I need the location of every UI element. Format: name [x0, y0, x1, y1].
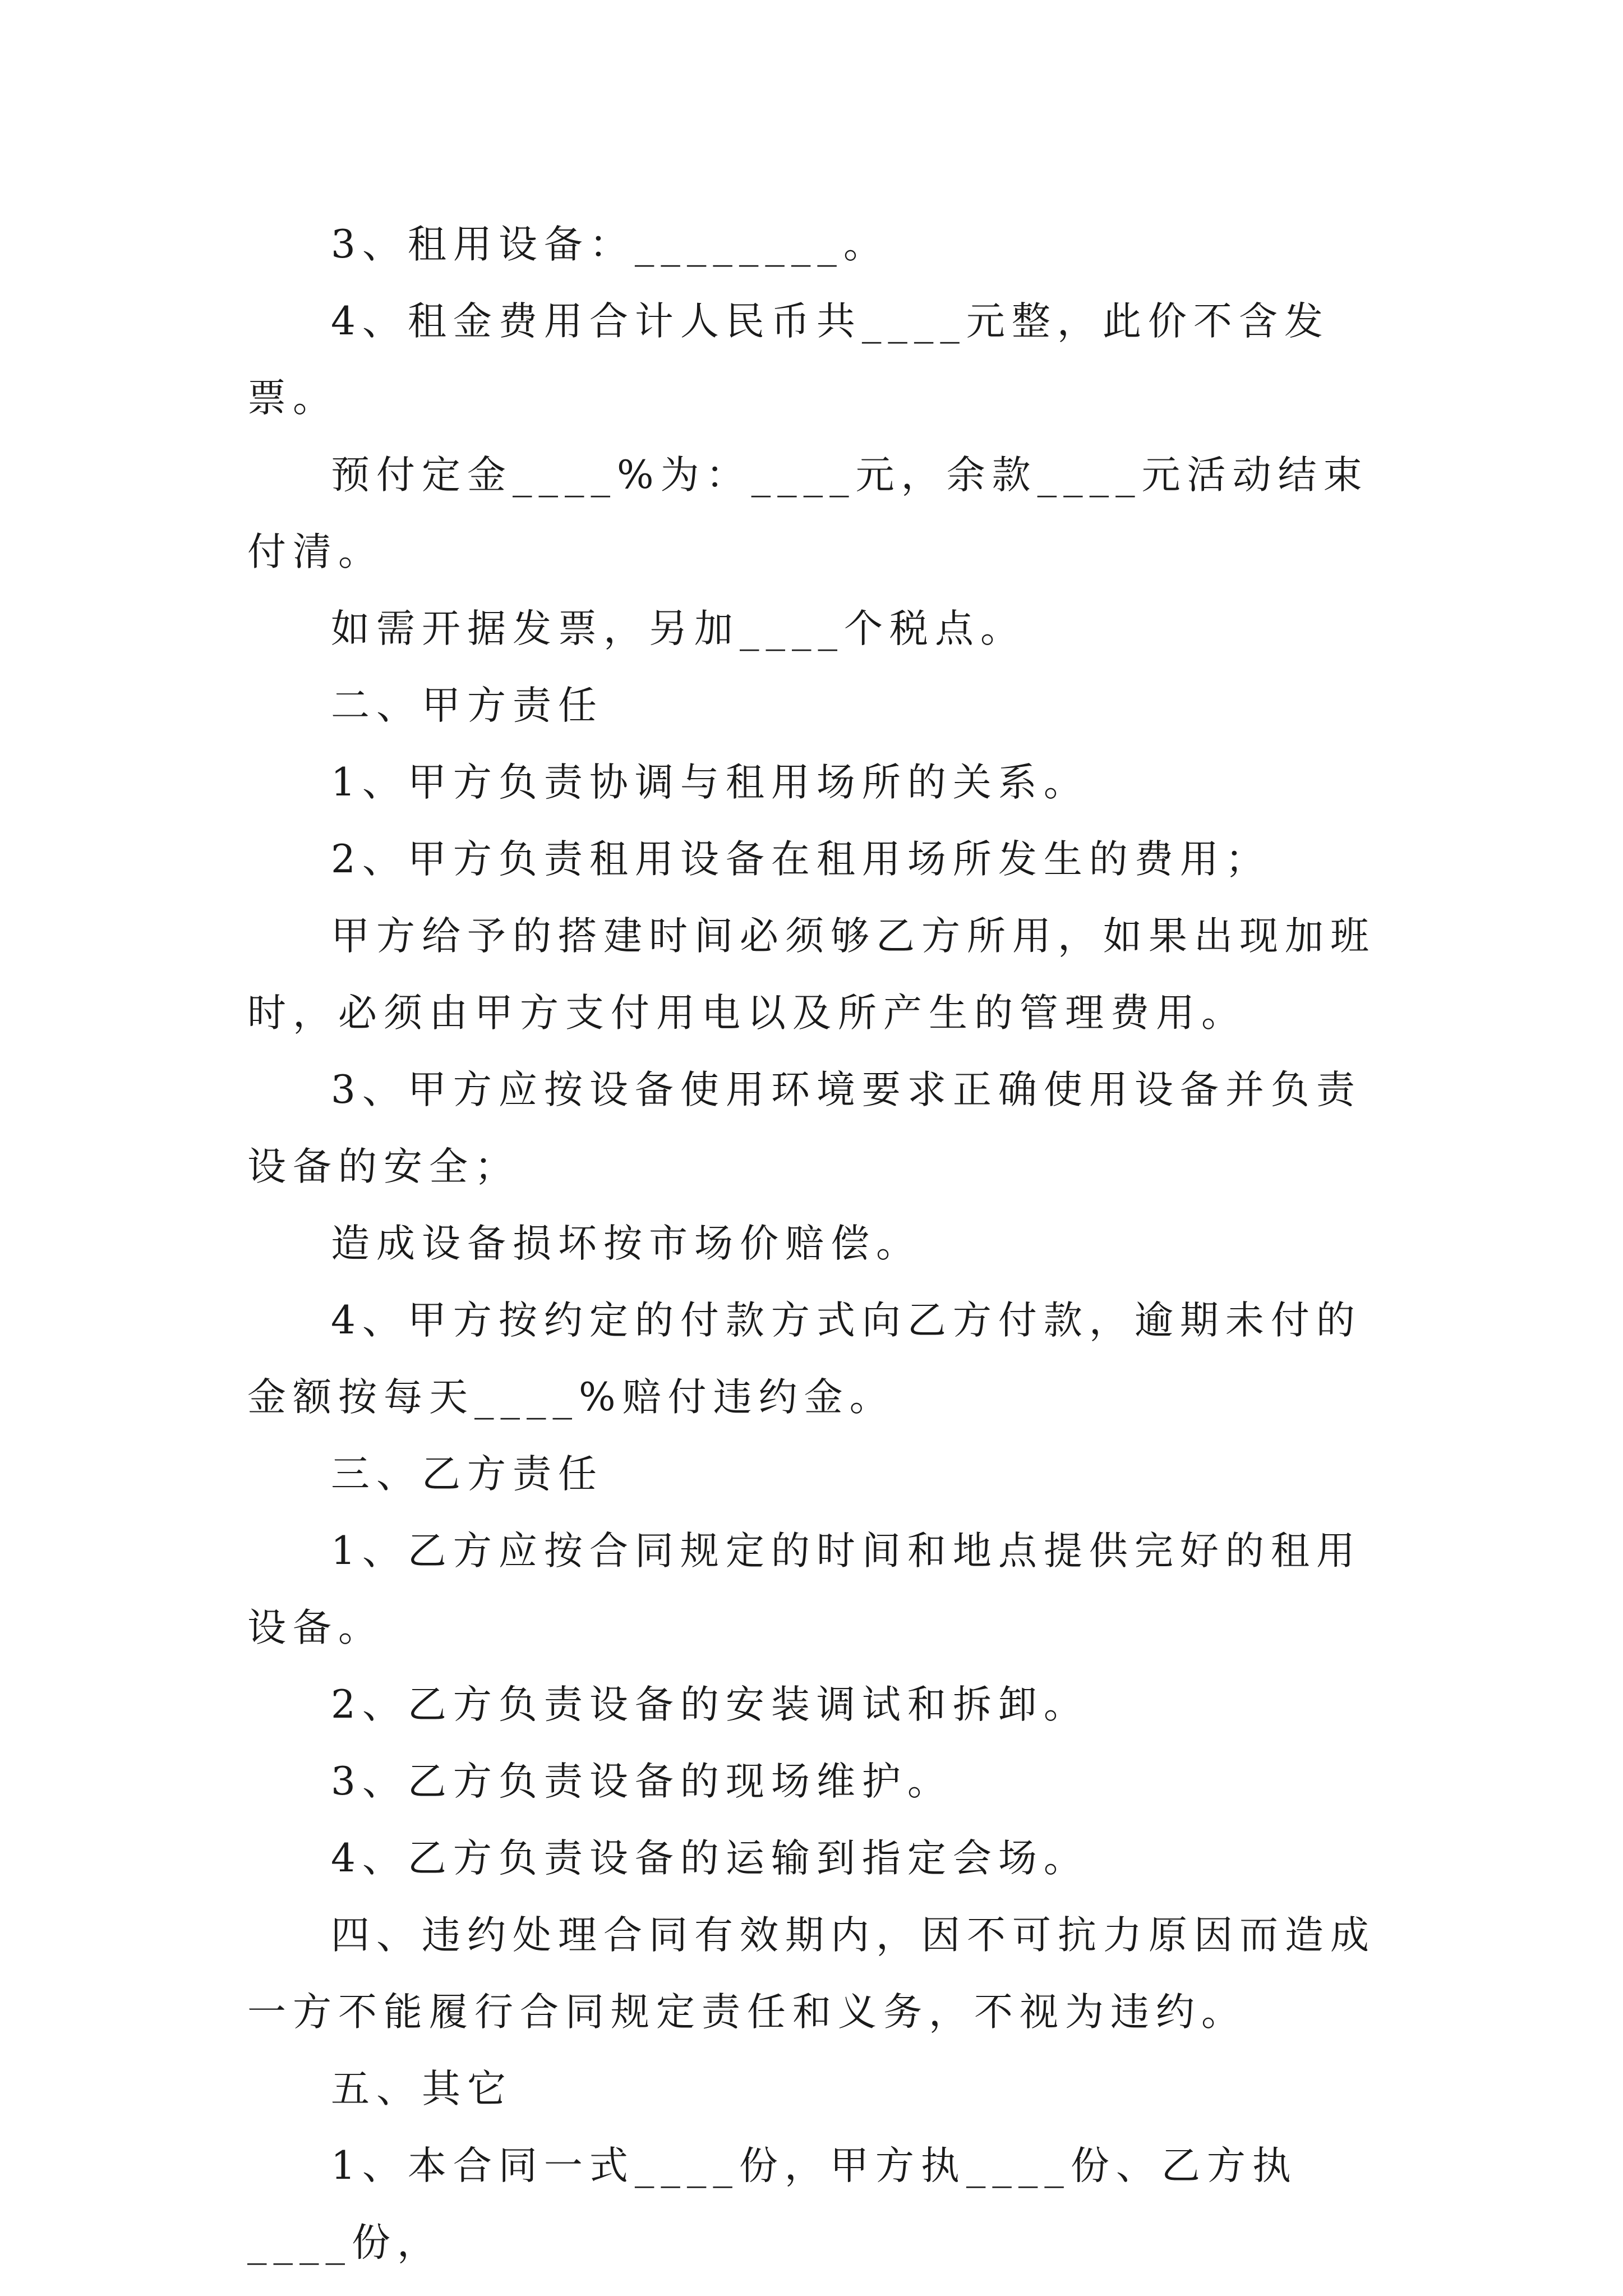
heading-party-b: 三、乙方责任 [331, 1452, 603, 1497]
paragraph-a-2-detail: 甲方给予的搭建时间必须够乙方所用，如果出现加班时，必须由甲方支付用电以及所产生的管理费用。 [247, 914, 1376, 1036]
paragraph-b-4: 4、乙方负责设备的运输到指定会场。 [331, 1836, 1089, 1881]
paragraph-deposit: 预付定金____%为：____元，余款____元活动结束付清。 [247, 453, 1369, 574]
heading-other: 五、其它 [331, 2067, 513, 2111]
paragraph-a-2: 2、甲方负责租用设备在租用场所发生的费用； [331, 837, 1271, 882]
paragraph-invoice: 如需开据发票，另加____个税点。 [331, 606, 1026, 651]
paragraph-breach: 四、违约处理合同有效期内，因不可抗力原因而造成一方不能履行合同规定责任和义务，不视为违约。 [247, 1913, 1376, 2035]
paragraph-b-3: 3、乙方负责设备的现场维护。 [331, 1759, 953, 1804]
heading-party-a: 二、甲方责任 [331, 683, 603, 728]
paragraph-b-2: 2、乙方负责设备的安装调试和拆卸。 [331, 1682, 1089, 1727]
paragraph-a-3: 3、甲方应按设备使用环境要求正确使用设备并负责设备的安全； [247, 1068, 1362, 1189]
paragraph-a-3-detail: 造成设备损坏按市场价赔偿。 [331, 1221, 921, 1266]
paragraph-a-4: 4、甲方按约定的付款方式向乙方付款，逾期未付的金额按每天____%赔付违约金。 [247, 1298, 1362, 1420]
paragraph-rent-total: 4、租金费用合计人民币共____元整，此价不含发票。 [247, 299, 1330, 421]
paragraph-equipment: 3、租用设备：________。 [331, 222, 889, 267]
paragraph-a-1: 1、甲方负责协调与租用场所的关系。 [331, 760, 1089, 805]
document-body [247, 206, 1383, 2281]
paragraph-b-1: 1、乙方应按合同规定的时间和地点提供完好的租用设备。 [247, 1529, 1362, 1650]
paragraph-other-1: 1、本合同一式____份，甲方执____份、乙方执____份， [247, 2143, 1298, 2265]
